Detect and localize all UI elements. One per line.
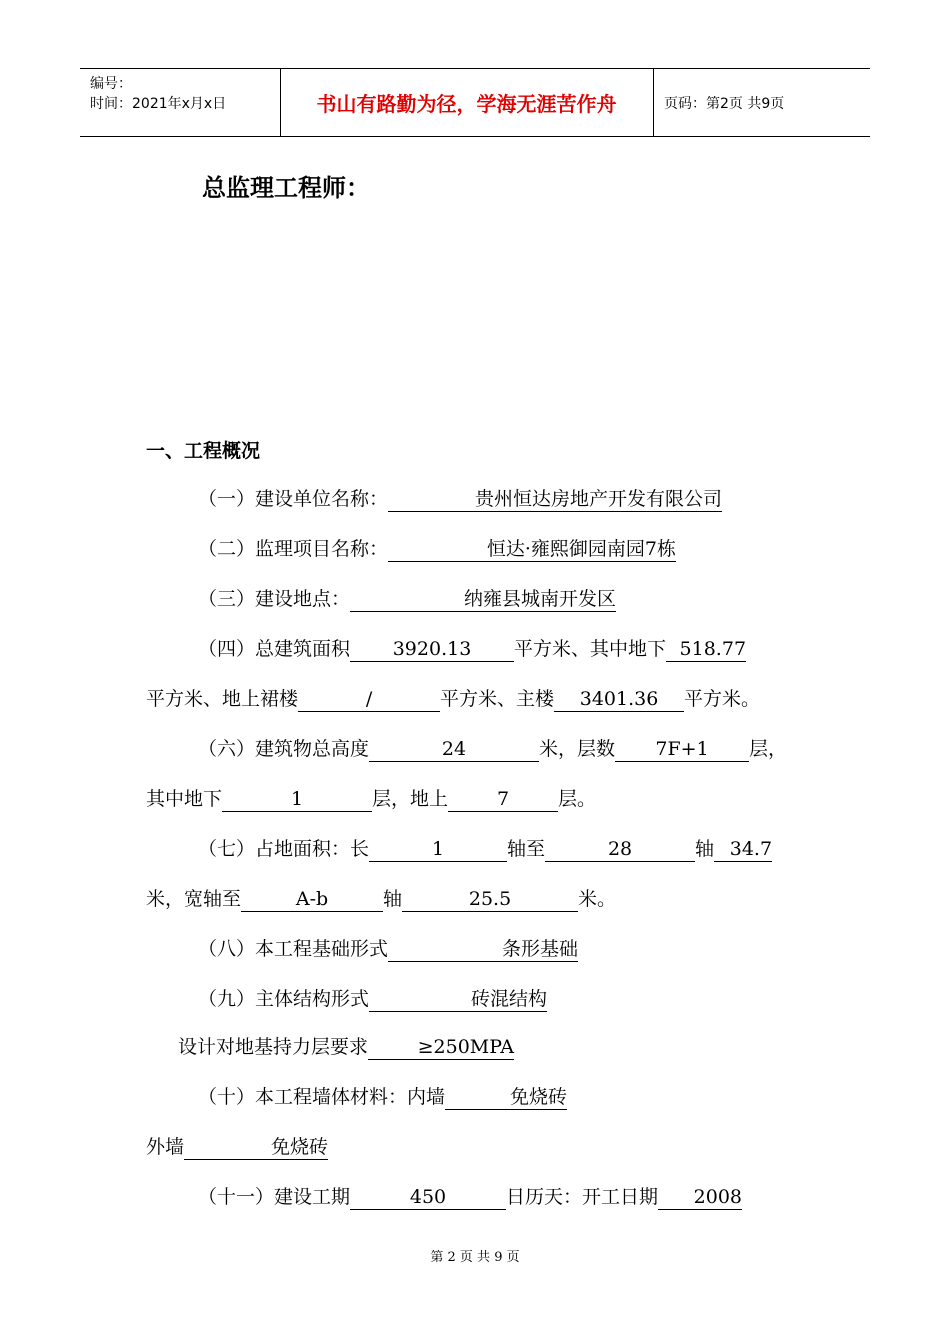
line-structure	[198, 986, 547, 1012]
value: 3920.13	[350, 637, 514, 662]
time-label: 时间：2021年x月x日	[90, 96, 227, 112]
label: 日历天：开工日期	[506, 1186, 659, 1208]
line-location	[198, 586, 616, 612]
label: 轴	[695, 838, 715, 860]
header-motto: 书山有路勤为径，学海无涯苦作舟	[280, 69, 654, 136]
label: 外墙	[146, 1136, 185, 1158]
value: ≥250MPA	[368, 1035, 514, 1060]
label: 轴	[383, 888, 403, 910]
label: 平方米、其中地下	[514, 638, 667, 660]
value: 1	[222, 787, 372, 812]
line-height	[198, 736, 787, 762]
label: （二）监理项目名称：	[198, 538, 389, 560]
value: 贵州恒达房地产开发有限公司	[388, 487, 722, 512]
label: （八）本工程基础形式	[198, 938, 389, 960]
label: 层，地上	[372, 788, 449, 810]
value: 条形基础	[388, 937, 578, 962]
label: 平方米、地上裙楼	[146, 688, 299, 710]
value: 免烧砖	[184, 1135, 328, 1160]
section-title: 一、工程概况	[146, 440, 261, 462]
value: 纳雍县城南开发区	[350, 587, 616, 612]
label: 层。	[558, 788, 597, 810]
value: 34.7	[714, 837, 772, 862]
value: 7F+1	[615, 737, 749, 762]
line-footprint	[198, 836, 772, 862]
value: 砖混结构	[369, 987, 547, 1012]
label: （七）占地面积：长	[198, 838, 370, 860]
line-inner-wall	[198, 1084, 567, 1110]
header-page-info: 页码：第2页 共9页	[664, 95, 785, 112]
line-floors	[146, 786, 596, 812]
label: （十）本工程墙体材料：内墙	[198, 1086, 446, 1108]
page-header	[80, 68, 870, 137]
line-owner	[198, 486, 722, 512]
line-project	[198, 536, 676, 562]
value: /	[298, 687, 440, 712]
value: 恒达·雍熙御园南园7栋	[388, 537, 676, 562]
line-area	[198, 636, 746, 662]
line-width	[146, 886, 616, 912]
label: 米，层数	[539, 738, 616, 760]
label: 设计对地基持力层要求	[178, 1036, 369, 1058]
value: 7	[448, 787, 558, 812]
label: 层，	[749, 738, 788, 760]
page-title: 总监理工程师：	[202, 174, 370, 202]
label: 其中地下	[146, 788, 223, 810]
page-footer: 第 2 页 共 9 页	[430, 1250, 520, 1265]
value: 28	[545, 837, 695, 862]
value: 24	[369, 737, 539, 762]
value: 450	[350, 1185, 506, 1210]
line-outer-wall	[146, 1134, 328, 1160]
line-bearing	[178, 1034, 514, 1060]
value: 免烧砖	[445, 1085, 567, 1110]
value: 3401.36	[554, 687, 684, 712]
label: （四）总建筑面积	[198, 638, 351, 660]
line-area-2	[146, 686, 760, 712]
label: （三）建设地点：	[198, 588, 351, 610]
value: 1	[369, 837, 507, 862]
label: 米，宽轴至	[146, 888, 242, 910]
value: A-b	[241, 887, 383, 912]
label: （一）建设单位名称：	[198, 488, 389, 510]
label: （六）建筑物总高度	[198, 738, 370, 760]
value: 2008	[658, 1185, 742, 1210]
value: 518.77	[666, 637, 746, 662]
label: （十一）建设工期	[198, 1186, 351, 1208]
label: 米。	[578, 888, 617, 910]
label: 轴至	[507, 838, 546, 860]
line-schedule	[198, 1184, 742, 1210]
label: 平方米。	[684, 688, 761, 710]
value: 25.5	[402, 887, 578, 912]
line-foundation	[198, 936, 578, 962]
label: 平方米、主楼	[440, 688, 555, 710]
header-meta	[80, 69, 281, 136]
label: （九）主体结构形式	[198, 988, 370, 1010]
number-label: 编号：	[90, 76, 132, 92]
